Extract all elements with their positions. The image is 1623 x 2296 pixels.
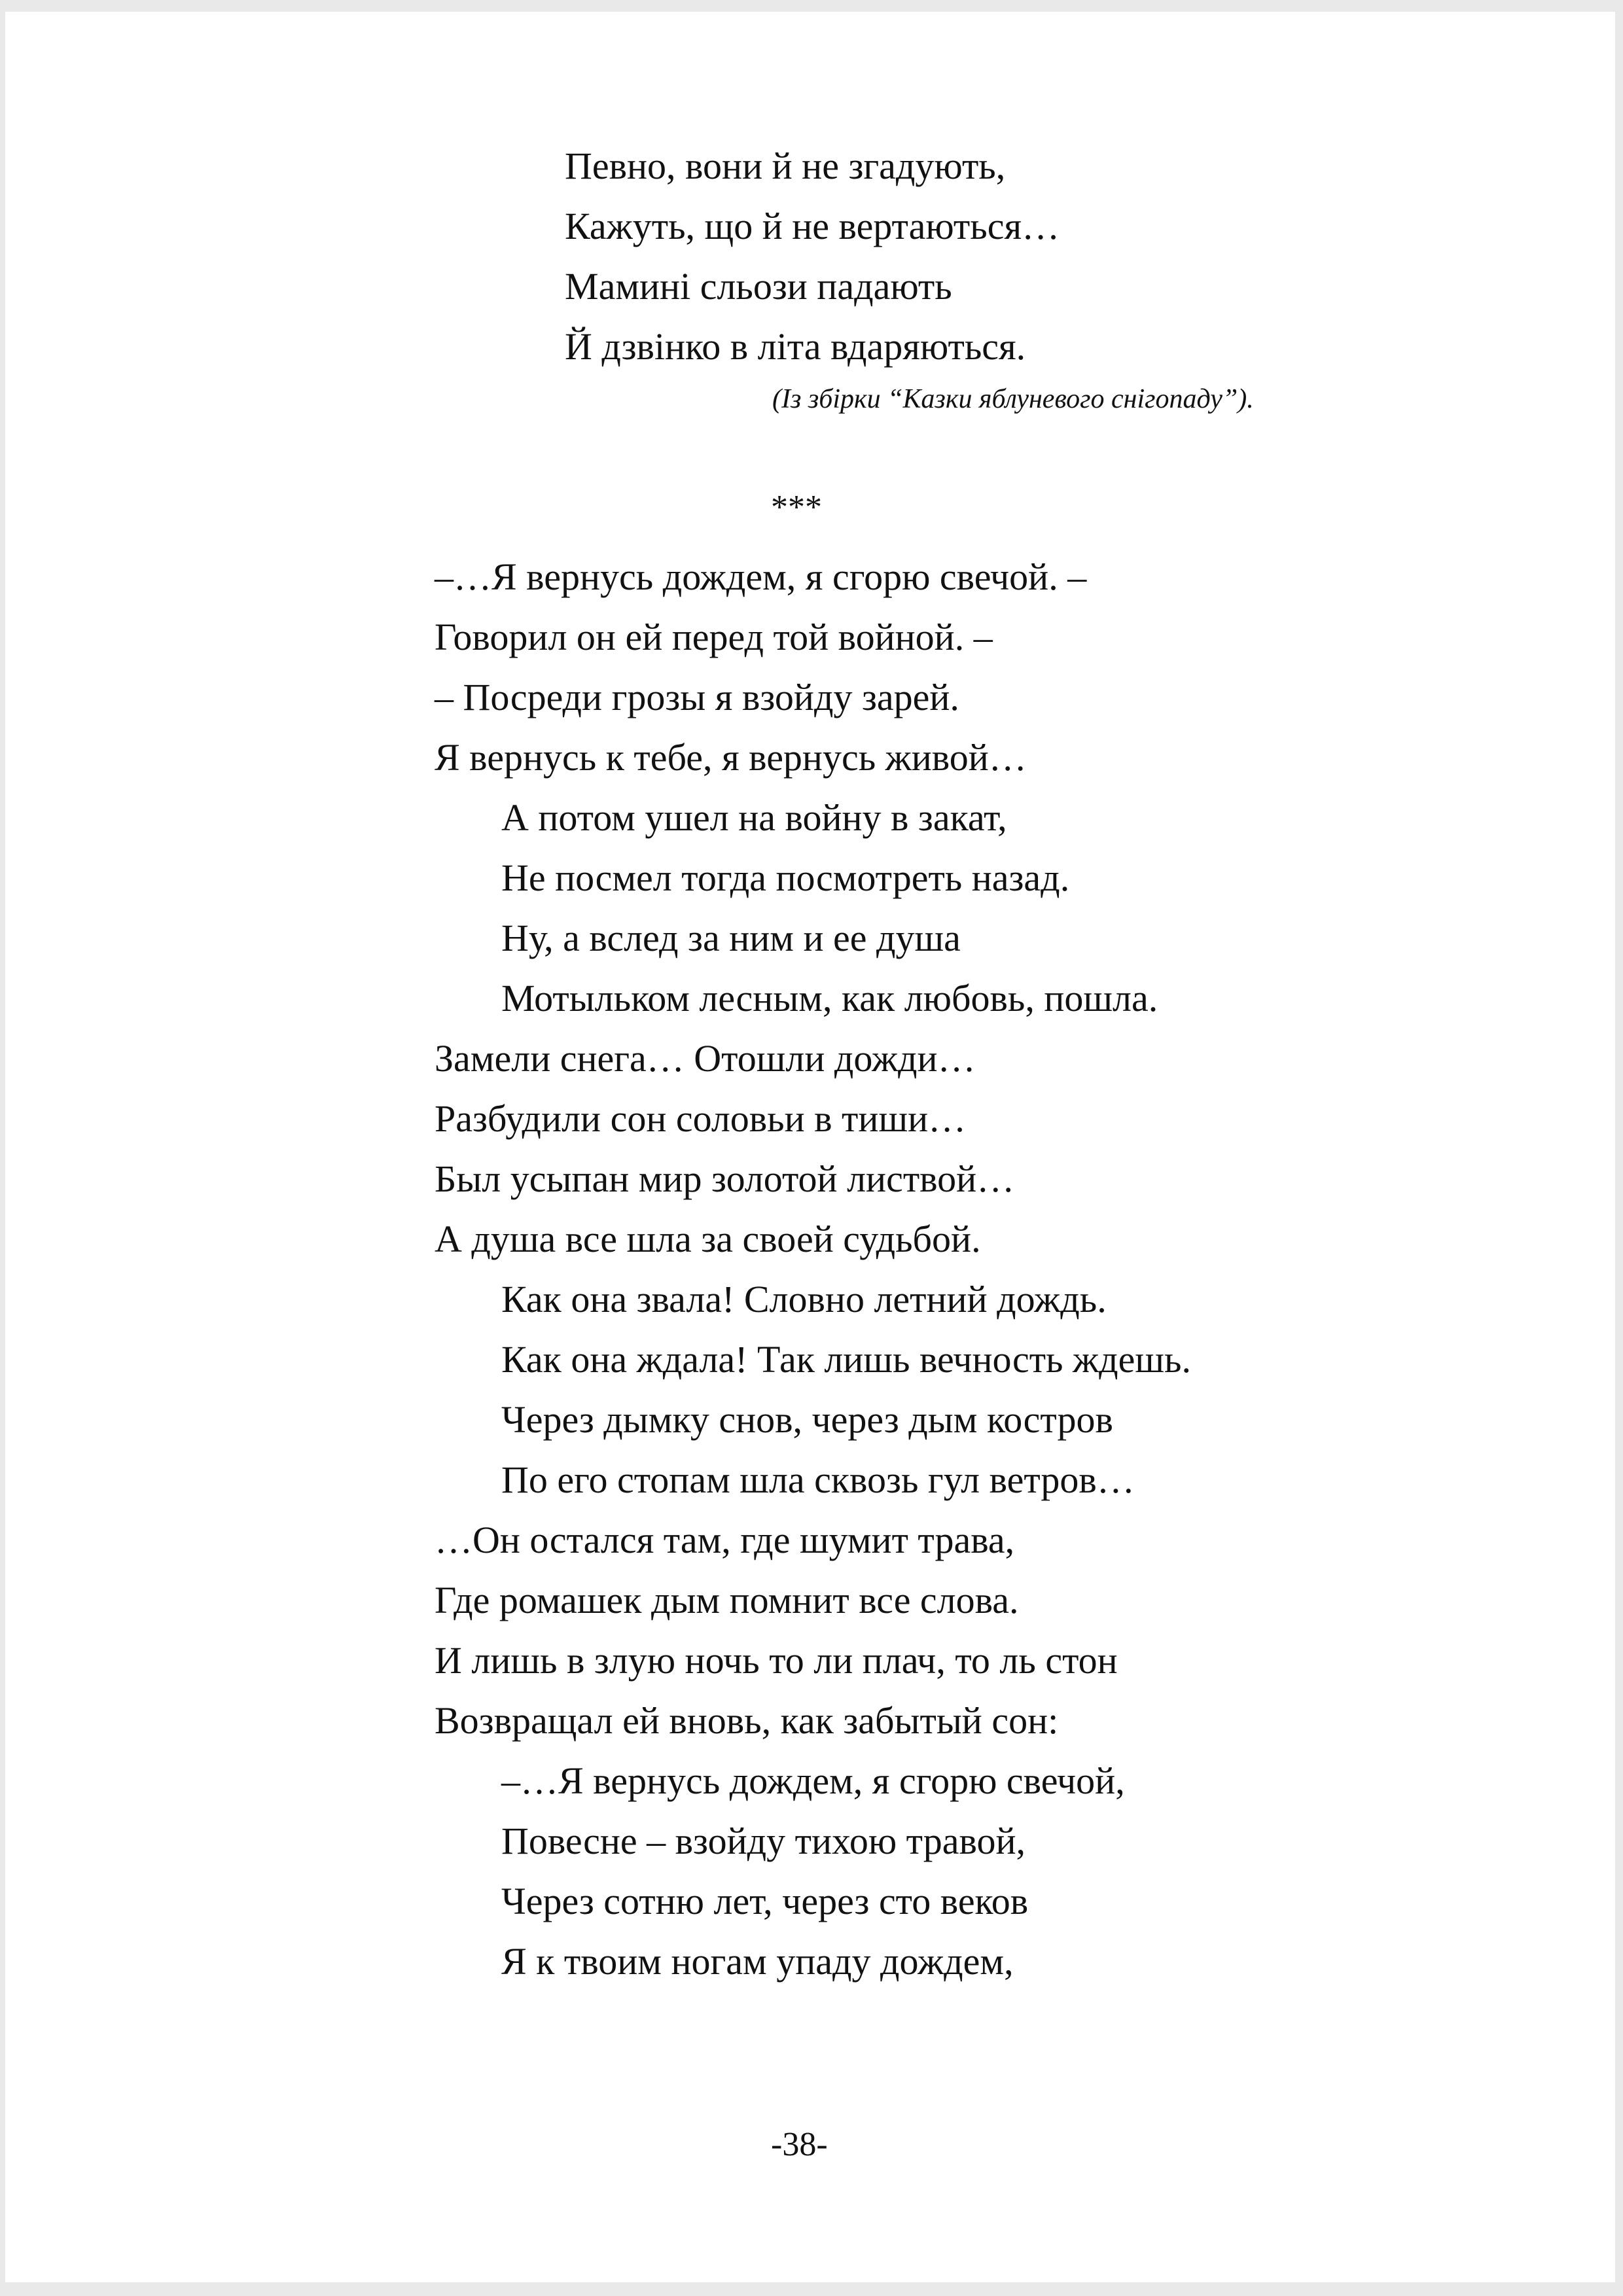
poem-line: Как она ждала! Так лишь вечность ждешь.: [501, 1338, 1191, 1381]
stanza-line: Певно, вони й не згадують,: [565, 145, 1006, 187]
poem-line: Через дымку снов, через дым костров: [501, 1398, 1113, 1441]
source-attribution: (Із збірки “Казки яблуневого снігопаду”).: [772, 384, 1254, 414]
poem-line: А душа все шла за своей судьбой.: [435, 1218, 981, 1260]
poem-line: По его стопам шла сквозь гул ветров…: [501, 1458, 1135, 1501]
poem-line: –…Я вернусь дождем, я сгорю свечой. –: [435, 556, 1087, 598]
poem-line: Где ромашек дым помнит все слова.: [435, 1579, 1019, 1621]
page-number: -38-: [771, 2126, 828, 2163]
poem-line: Возвращал ей вновь, как забытый сон:: [435, 1699, 1059, 1742]
poem-line: Ну, а вслед за ним и ее душа: [501, 917, 961, 959]
stanza-line: Й дзвінко в літа вдаряються.: [565, 325, 1026, 368]
poem-line: Я к твоим ногам упаду дождем,: [501, 1940, 1014, 1983]
poem-line: – Посреди грозы я взойду зарей.: [435, 676, 959, 718]
poem-line: Был усыпан мир золотой листвой…: [435, 1157, 1015, 1200]
poem-line: Повесне – взойду тихою травой,: [501, 1820, 1026, 1862]
ukrainian-stanza: [565, 136, 1060, 377]
poem-line: Замели снега… Отошли дожди…: [435, 1037, 976, 1080]
poem-line: Я вернусь к тебе, я вернусь живой…: [435, 736, 1027, 779]
document-page: [5, 12, 1615, 2282]
poem-line: Через сотню лет, через сто веков: [501, 1880, 1029, 1922]
poem-line: А потом ушел на войну в закат,: [501, 796, 1007, 839]
poem-line: Мотыльком лесным, как любовь, пошла.: [501, 977, 1158, 1019]
poem-line: …Он остался там, где шумит трава,: [435, 1519, 1015, 1561]
poem-line: И лишь в злую ночь то ли плач, то ль стон: [435, 1639, 1118, 1682]
stanza-line: Мамині сльози падають: [565, 265, 952, 308]
stanza-line: Кажуть, що й не вертаються…: [565, 205, 1060, 247]
poem-line: –…Я вернусь дождем, я сгорю свечой,: [501, 1759, 1125, 1802]
russian-poem: [435, 547, 1191, 1992]
poem-line: Не посмел тогда посмотреть назад.: [501, 857, 1070, 899]
poem-line: Говорил он ей перед той войной. –: [435, 616, 993, 658]
section-separator: ***: [771, 489, 822, 526]
poem-line: Разбудили сон соловьи в тиши…: [435, 1097, 967, 1140]
poem-line: Как она звала! Словно летний дождь.: [501, 1278, 1107, 1320]
